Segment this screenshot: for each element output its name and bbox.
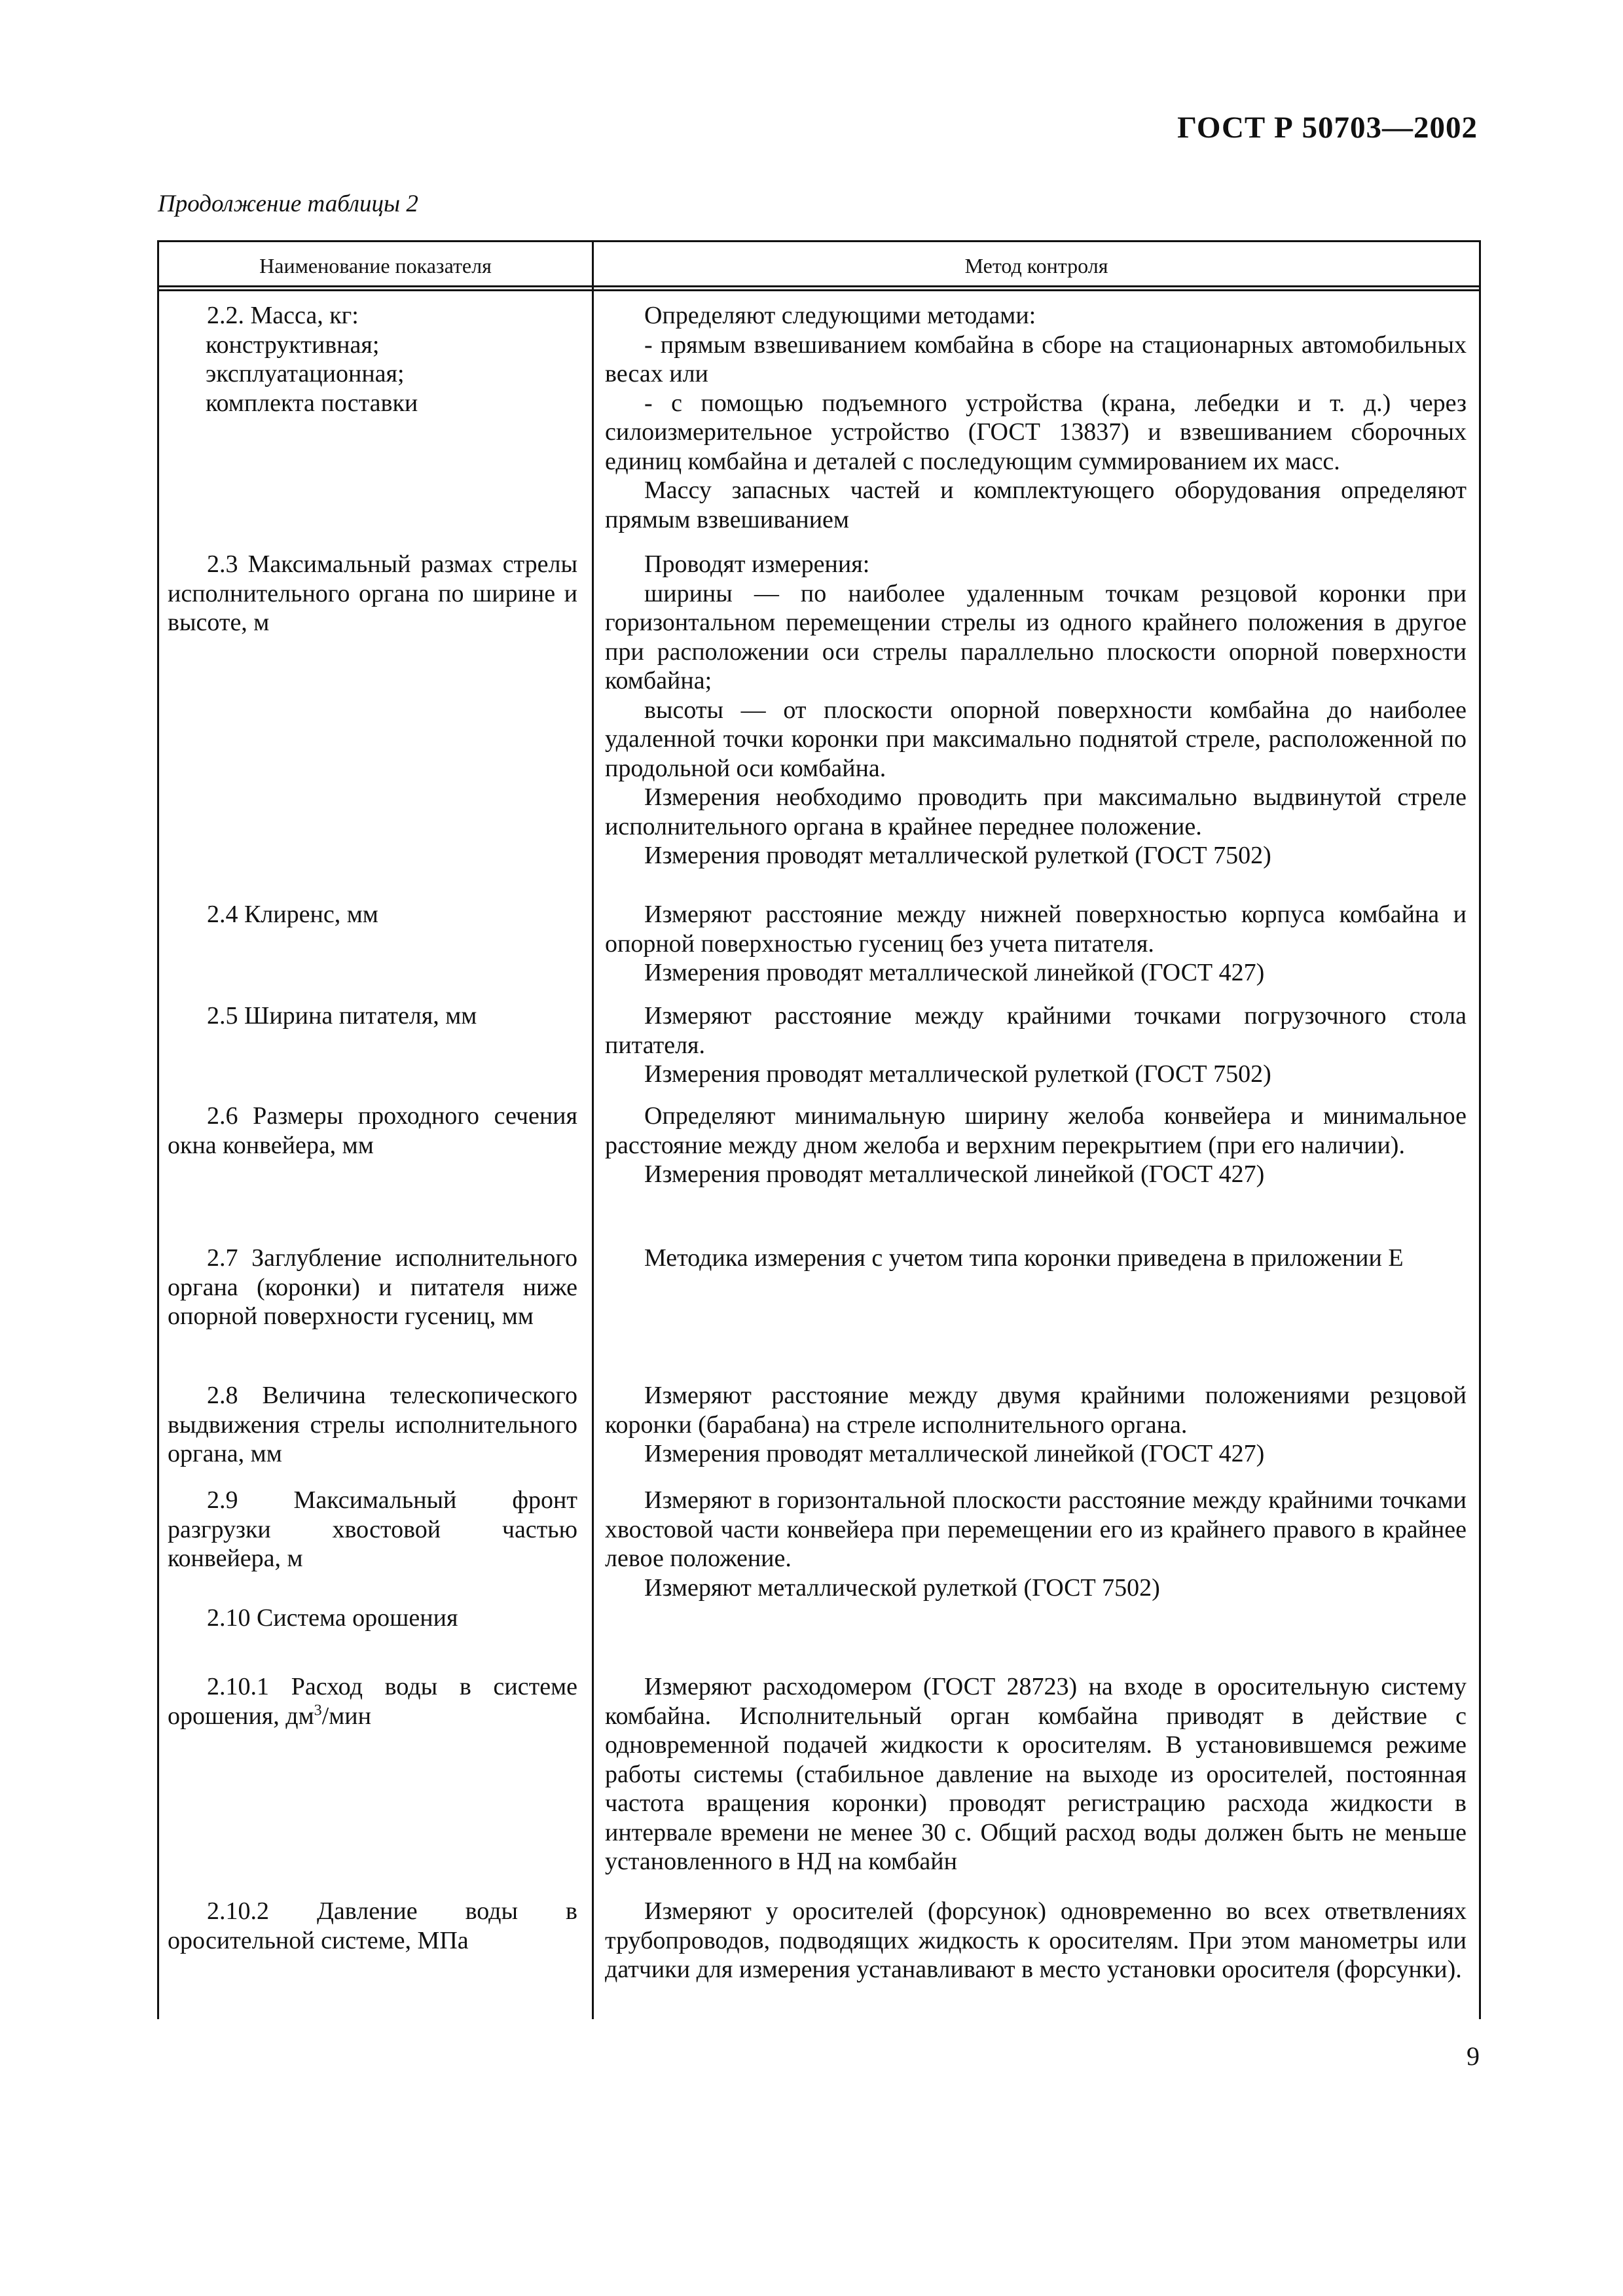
table-row-method xyxy=(605,1381,1467,1469)
method-text: Измеряют у оросителей (форсунок) одновременно во всех ответвлениях трубопроводов, подводящих жидкость к оросителям. При этом манометры или датчики для измерения устанавливают в место установки оросителя (форсунки). xyxy=(605,1897,1467,1983)
row-name-text: 2.3 Максимальный размах стрелы исполнительного органа по ширине и высоте, м xyxy=(168,550,577,636)
table-row-method xyxy=(605,301,1467,534)
row-name-text: 2.10.2 Давление воды в оросительной системе, МПа xyxy=(168,1897,577,1954)
method-text: Измерения проводят металлической рулеткой (ГОСТ 7502) xyxy=(644,1060,1271,1088)
page-number: 9 xyxy=(1467,2041,1480,2071)
method-text: Измеряют в горизонтальной плоскости расстояние между крайними точками хвостовой части конвейера при перемещении его из крайнего правого в крайнее левое положение. xyxy=(605,1486,1467,1572)
table-row-name xyxy=(168,900,577,929)
column-separator xyxy=(592,242,594,2019)
table-row-method xyxy=(605,1102,1467,1189)
document-header: ГОСТ Р 50703—2002 xyxy=(1177,111,1478,145)
row-name-text: 2.10 Система орошения xyxy=(207,1604,458,1632)
method-text: Массу запасных частей и комплектующего оборудования определяют прямым взвешиванием xyxy=(605,476,1467,533)
method-text: - прямым взвешиванием комбайна в сборе на стационарных автомобильных весах или xyxy=(605,331,1467,387)
table-caption: Продолжение таблицы 2 xyxy=(158,190,418,217)
method-text: Измеряют расходомером (ГОСТ 28723) на входе в оросительную систему комбайна. Исполнительный орган комбайна приводят в действие с одновременной подачей жидкости к оросителям. В установившемся режиме работы системы (стабильное давление на выходе из оросителей, постоянная частота вращения коронки) проводят регистрацию расхода жидкости в интервале времени не менее 30 с. Общий расход воды должен быть не меньше установленного в НД на комбайн xyxy=(605,1673,1467,1875)
header-rule-top xyxy=(159,285,1479,287)
table-row-method xyxy=(605,900,1467,988)
method-text: Проводят измерения: xyxy=(644,550,870,578)
row-name-text: 2.8 Величина телескопического выдвижения стрелы исполнительного органа, мм xyxy=(168,1382,577,1467)
method-text: Измерения необходимо проводить при максимально выдвинутой стреле исполнительного органа в крайнее переднее положение. xyxy=(605,783,1467,840)
table-row-name xyxy=(168,1001,577,1031)
row-name-text: 2.9 Максимальный фронт разгрузки хвостовой частью конвейера, м xyxy=(168,1486,577,1572)
table-row-method xyxy=(605,1486,1467,1602)
method-text: Измеряют расстояние между двумя крайними положениями резцовой коронки (барабана) на стреле исполнительного органа. xyxy=(605,1382,1467,1439)
method-text: Измерения проводят металлической рулеткой (ГОСТ 7502) xyxy=(644,842,1271,869)
table-row-name xyxy=(168,1244,577,1331)
table-row-name xyxy=(168,1897,577,1955)
method-text: Методика измерения с учетом типа коронки приведена в приложении Е xyxy=(644,1244,1404,1272)
method-text: Измерения проводят металлической линейкой (ГОСТ 427) xyxy=(644,1160,1265,1188)
header-rule-bottom xyxy=(159,289,1479,291)
method-text: Измерения проводят металлической линейкой (ГОСТ 427) xyxy=(644,959,1265,986)
table-row-name xyxy=(168,1102,577,1160)
row-name-unit-tail: /мин xyxy=(321,1702,371,1730)
row-name-text: комплекта поставки xyxy=(206,389,418,417)
row-name-text: 2.2. Масса, кг: xyxy=(207,302,359,329)
row-name-text: эксплуатационная; xyxy=(206,360,405,387)
table-row-method xyxy=(605,1244,1467,1273)
row-name-text: 2.7 Заглубление исполнительного органа (коронки) и питателя ниже опорной поверхности гусениц, мм xyxy=(168,1244,577,1330)
method-text: Определяют следующими методами: xyxy=(644,302,1036,329)
row-name-text: 2.6 Размеры проходного сечения окна конвейера, мм xyxy=(168,1102,577,1159)
table-row-name xyxy=(168,1381,577,1469)
method-text: высоты — от плоскости опорной поверхности комбайна до наиболее удаленной точки коронки при максимально поднятой стреле, расположенной по продольной оси комбайна. xyxy=(605,696,1467,782)
row-name-superscript: 3 xyxy=(314,1701,322,1719)
method-text: Измеряют расстояние между нижней поверхностью корпуса комбайна и опорной поверхностью гусениц без учета питателя. xyxy=(605,901,1467,958)
method-text: - с помощью подъемного устройства (крана, лебедки и т. д.) через силоизмерительное устройство (ГОСТ 13837) и взвешиванием сборочных единиц комбайна и деталей с последующим суммированием их масс. xyxy=(605,389,1467,475)
table-row-name xyxy=(168,1604,577,1633)
table-row-method xyxy=(605,550,1467,870)
row-name-main: 2.10.1 Расход воды в системе орошения, дм xyxy=(168,1673,577,1730)
column-header-name: Наименование показателя xyxy=(259,254,492,278)
table-row-method xyxy=(605,1897,1467,1984)
method-text: Измеряют расстояние между крайними точками погрузочного стола питателя. xyxy=(605,1002,1467,1059)
row-name-text: 2.4 Клиренс, мм xyxy=(207,901,378,928)
table-row-name xyxy=(168,550,577,637)
table-row-name xyxy=(168,301,577,418)
method-text: ширины — по наиболее удаленным точкам резцовой коронки при горизонтальном перемещении стрелы из одного крайнего положения в другое при расположении оси стрелы параллельно плоскости опорной поверхности комбайна; xyxy=(605,579,1467,694)
table-row-name xyxy=(168,1672,577,1731)
specification-table xyxy=(157,240,1481,2019)
table-row-method xyxy=(605,1001,1467,1089)
method-text: Измерения проводят металлической линейкой (ГОСТ 427) xyxy=(644,1440,1265,1467)
method-text: Измеряют металлической рулеткой (ГОСТ 7502) xyxy=(644,1573,1160,1602)
row-name-text: 2.5 Ширина питателя, мм xyxy=(207,1002,477,1030)
row-name-text: конструктивная; xyxy=(206,331,380,359)
row-name-text xyxy=(168,1672,577,1731)
table-header xyxy=(159,242,1479,287)
column-header-method: Метод контроля xyxy=(964,254,1108,278)
table-row-method xyxy=(605,1672,1467,1876)
table-row-name xyxy=(168,1486,577,1573)
method-text: Определяют минимальную ширину желоба конвейера и минимальное расстояние между дном желоба и верхним перекрытием (при его наличии). xyxy=(605,1102,1467,1159)
